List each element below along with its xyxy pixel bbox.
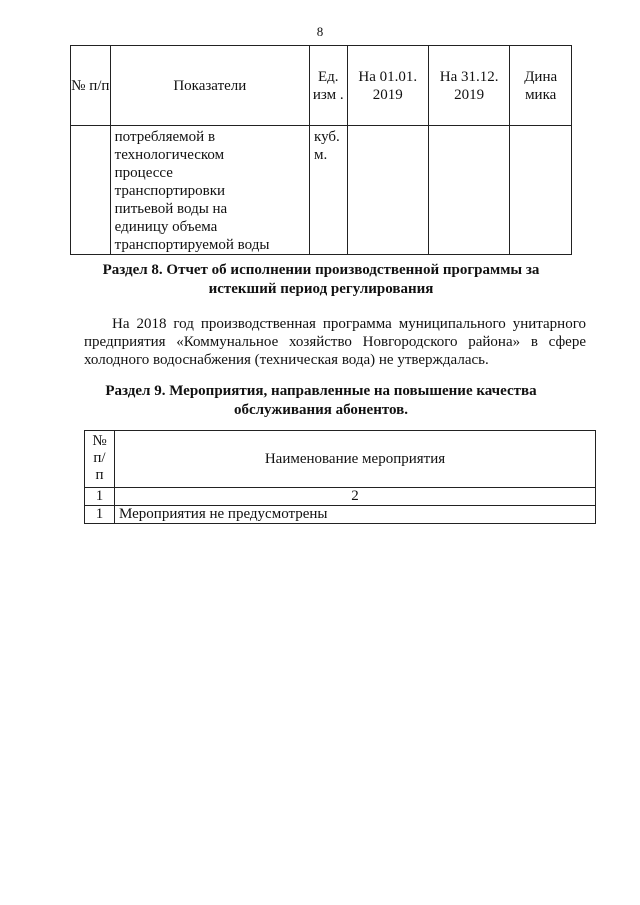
indicator-line: технологическом	[114, 147, 225, 163]
section-8-paragraph: На 2018 год производственная программа муниципального унитарного предприятия «Коммунальное хозяйство Новгородского района» в сфере холодного водоснабжения (техническая вода) не утверждалась.	[84, 316, 586, 368]
unit-line: м.	[314, 147, 328, 163]
header-measure-name: Наименование мероприятия	[115, 431, 596, 488]
measure-name-cell: Мероприятия не предусмотрены	[115, 506, 596, 524]
index-cell: 1	[85, 488, 115, 506]
indicators-table	[70, 45, 572, 255]
indicator-line: потребляемой в	[114, 129, 216, 145]
heading-line: Раздел 9. Мероприятия, направленные на повышение качества	[105, 383, 537, 399]
table-row	[85, 506, 596, 524]
table-header-row	[71, 46, 572, 126]
header-num: № п/ п	[85, 431, 115, 488]
header-indicator: Показатели	[110, 46, 309, 126]
indicator-line: транспортируемой воды	[114, 237, 270, 253]
table-index-row	[85, 488, 596, 506]
unit-line: куб.	[314, 129, 340, 145]
indicator-cell	[110, 126, 309, 255]
index-cell: 2	[115, 488, 596, 506]
unit-cell	[310, 126, 348, 255]
indicator-line: единицу объема	[114, 219, 218, 235]
page-number: 8	[316, 24, 324, 39]
header-unit: Ед. изм .	[310, 46, 348, 126]
section-8-heading	[70, 261, 572, 299]
indicator-line: питьевой воды на	[114, 201, 228, 217]
heading-line: истекший период регулирования	[208, 281, 434, 297]
indicator-line: транспортировки	[114, 183, 226, 199]
end-value-cell	[428, 126, 509, 255]
row-num-cell	[71, 126, 111, 255]
start-value-cell	[347, 126, 428, 255]
section-9-heading	[70, 382, 572, 420]
measures-table	[84, 430, 596, 524]
table-header-row	[85, 431, 596, 488]
indicator-line: процессе	[114, 165, 173, 181]
heading-line: обслуживания абонентов.	[233, 402, 409, 418]
dynamics-cell	[510, 126, 572, 255]
row-num-cell: 1	[85, 506, 115, 524]
header-start-date: На 01.01. 2019	[347, 46, 428, 126]
table-row	[71, 126, 572, 255]
header-dynamics: Дина мика	[510, 46, 572, 126]
heading-line: Раздел 8. Отчет об исполнении производственной программы за	[102, 262, 540, 278]
header-end-date: На 31.12. 2019	[428, 46, 509, 126]
header-num: № п/п	[71, 46, 111, 126]
